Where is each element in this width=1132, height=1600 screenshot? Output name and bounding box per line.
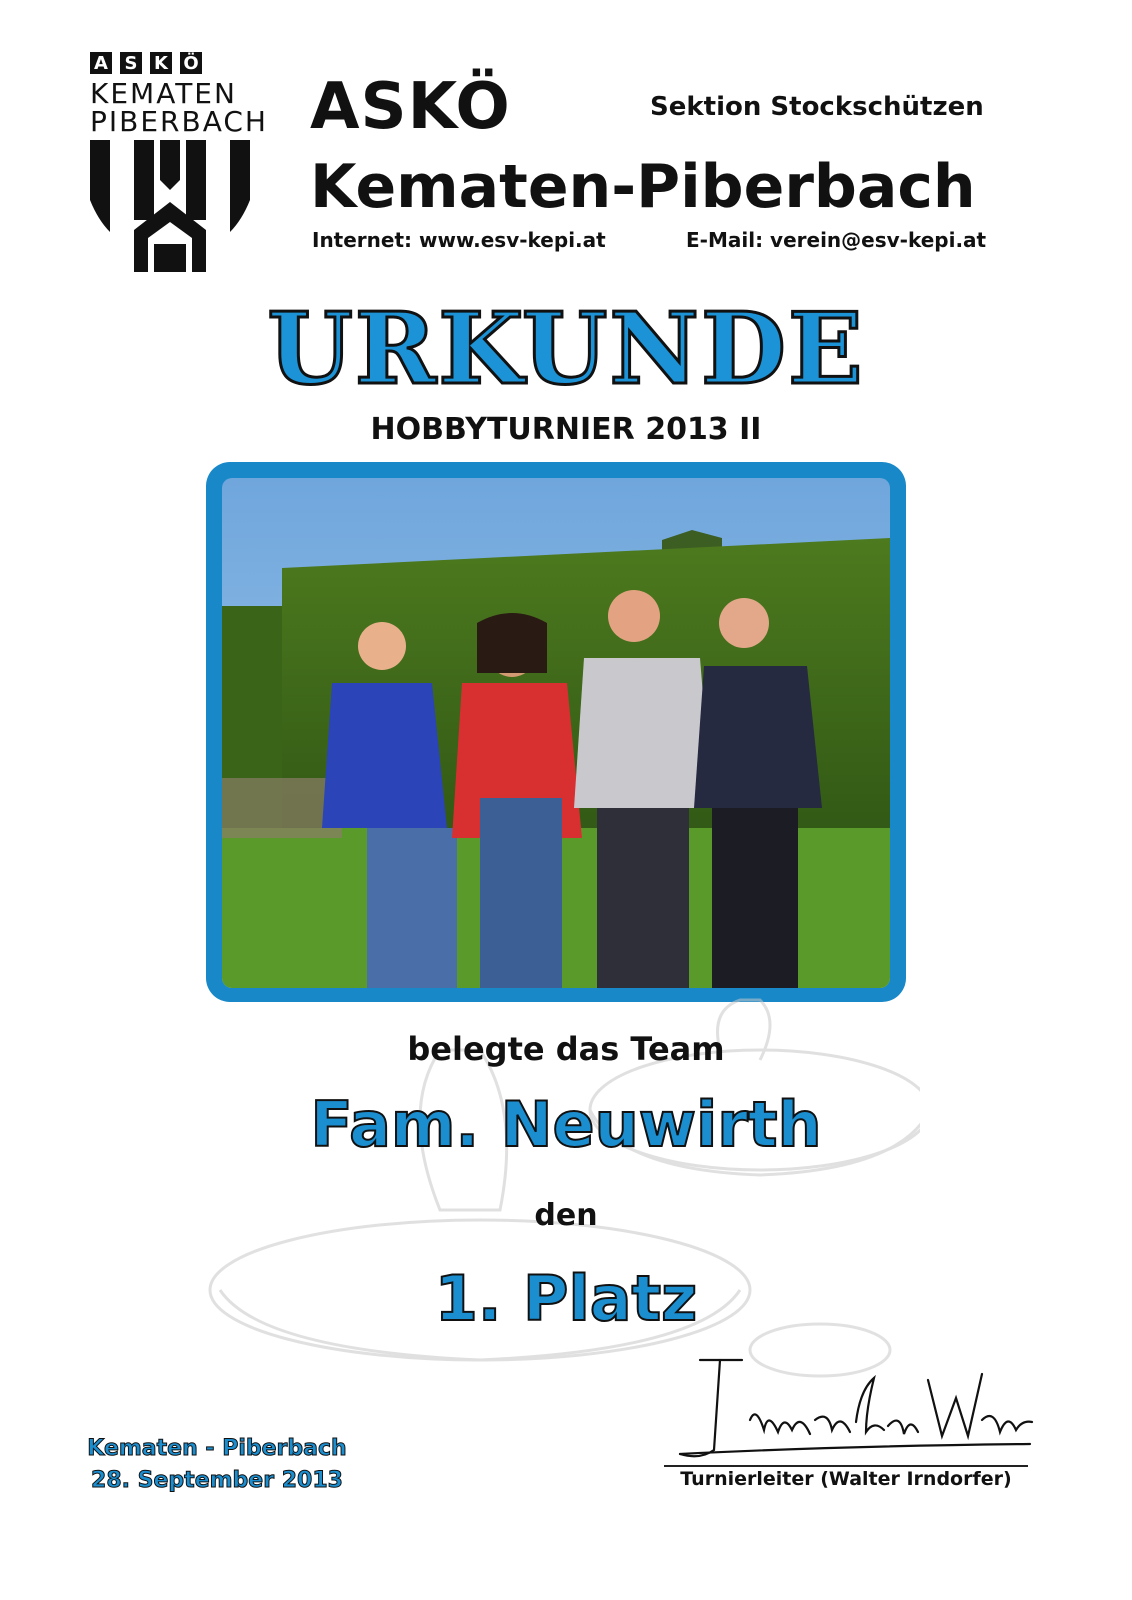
logo-letter: K — [150, 52, 172, 74]
section-name: Sektion Stockschützen — [650, 92, 984, 122]
org-name-line1: ASKÖ — [310, 70, 511, 144]
email-address: E-Mail: verein@esv-kepi.at — [686, 228, 987, 252]
team-name: Fam. Neuwirth — [310, 1088, 822, 1161]
logo-text-kematen: KEMATEN — [90, 77, 237, 110]
club-crest-icon — [88, 140, 252, 272]
logo-letter-row — [90, 52, 250, 78]
placement: 1. Platz — [434, 1262, 698, 1335]
org-name-line2: Kematen-Piberbach — [310, 152, 976, 222]
logo-letter: S — [120, 52, 142, 74]
connector-text: den — [534, 1198, 598, 1233]
event-name: HOBBYTURNIER 2013 II — [370, 412, 762, 447]
internet-address: Internet: www.esv-kepi.at — [312, 228, 606, 252]
logo-letter: A — [90, 52, 112, 74]
event-location: Kematen - Piberbach — [87, 1436, 347, 1461]
signer-caption: Turnierleiter (Walter Irndorfer) — [680, 1468, 1012, 1490]
team-intro-text: belegte das Team — [407, 1030, 725, 1068]
certificate-title: URKUNDE — [267, 292, 865, 407]
signature-image — [660, 1350, 1040, 1470]
logo-letter: Ö — [180, 52, 202, 74]
team-photo — [222, 478, 890, 988]
logo-text-piberbach: PIBERBACH — [90, 105, 268, 138]
signature-line — [664, 1465, 1028, 1467]
event-date: 28. September 2013 — [91, 1468, 343, 1493]
